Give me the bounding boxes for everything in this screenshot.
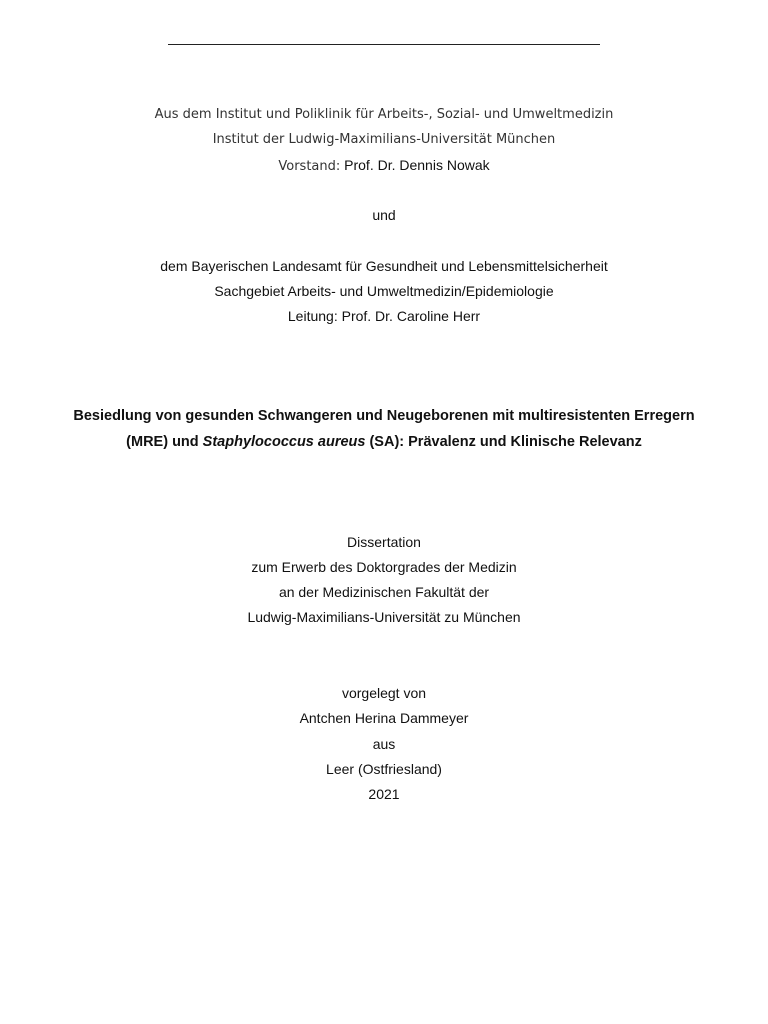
leader-line: Leitung: Prof. Dr. Caroline Herr (287, 308, 481, 324)
species-name: Staphylococcus aureus (202, 434, 366, 450)
university-line: Institut der Ludwig-Maximilians-Universität München (212, 132, 556, 147)
institute-line: Aus dem Institut und Poliklinik für Arbeits-, Sozial- und Umweltmedizin (154, 107, 614, 122)
year: 2021 (368, 786, 400, 802)
authority-line: dem Bayerischen Landesamt für Gesundheit und Lebensmittelsicherheit (160, 258, 608, 274)
hometown: Leer (Ostfriesland) (326, 761, 442, 777)
head-name: Prof. Dr. Dennis Nowak (340, 157, 490, 173)
title-suffix: (SA): Prävalenz und Klinische Relevanz (365, 434, 642, 450)
degree-purpose: zum Erwerb des Doktorgrades der Medizin (251, 559, 517, 575)
thesis-title-line-2 (0, 433, 768, 451)
head-label: Vorstand: (278, 159, 341, 174)
title-prefix: (MRE) und (126, 434, 203, 450)
thesis-title-line-1: Besiedlung von gesunden Schwangeren und Neugeborenen mit multiresistenten Erregern (73, 408, 695, 424)
document-type: Dissertation (347, 534, 421, 550)
university-name: Ludwig-Maximilians-Universität zu München (247, 609, 521, 625)
author-name: Antchen Herina Dammeyer (299, 710, 469, 726)
top-rule (168, 44, 600, 45)
faculty-line: an der Medizinischen Fakultät der (278, 584, 490, 600)
department-line: Sachgebiet Arbeits- und Umweltmedizin/Epidemiologie (214, 283, 554, 299)
presented-by: vorgelegt von (341, 685, 427, 701)
head-line (0, 156, 768, 176)
conjunction: und (372, 207, 396, 223)
from-label: aus (372, 736, 396, 752)
